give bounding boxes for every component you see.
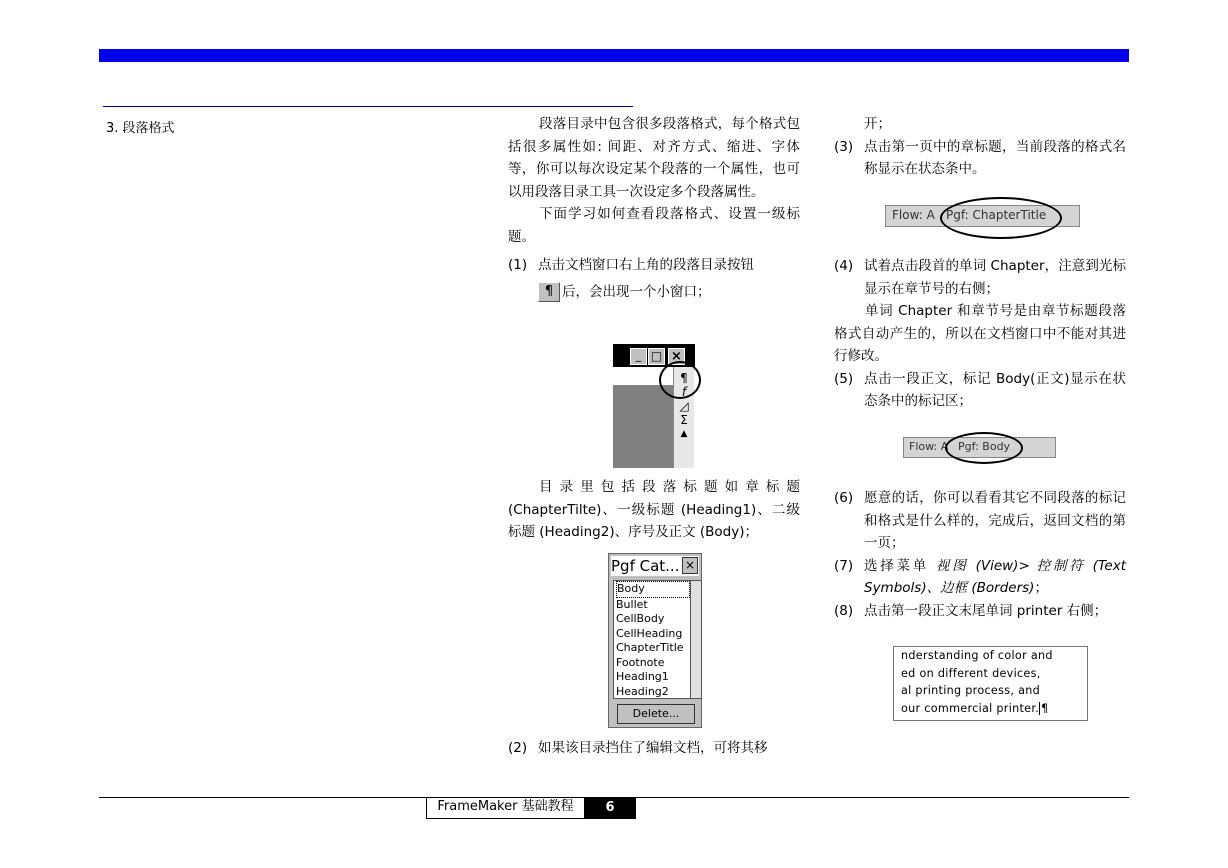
list-item: Heading1	[616, 670, 669, 683]
step-5	[834, 368, 1126, 413]
paragraph-catalog-button-icon: ¶	[538, 282, 560, 302]
step-text: 点击第一段正文末尾单词 printer 右侧；	[864, 602, 1108, 619]
sample-line-text: our commercial printer.	[901, 701, 1040, 715]
step-4	[834, 255, 1126, 300]
sample-line: al printing process, and	[901, 684, 1041, 697]
step-3	[834, 136, 1126, 181]
column-right	[834, 113, 1126, 181]
step-number: (8)	[834, 602, 854, 619]
step-text: 点击文档窗口右上角的段落目录按钮	[538, 257, 754, 273]
paragraph-catalog-dialog	[608, 553, 702, 728]
dialog-title: Pgf Cat...	[611, 556, 699, 576]
list-item: Bullet	[616, 597, 648, 611]
section-rule	[103, 106, 633, 107]
chapter-note-paragraph: 单词 Chapter 和章节号是由章节标题段落格式自动产生的，所以在文档窗口中不能对其进行修改。	[834, 303, 1126, 364]
delete-button: Delete...	[617, 704, 695, 724]
step-number: (5)	[834, 370, 854, 387]
character-icon: f	[681, 385, 687, 399]
column-right-lower	[834, 487, 1126, 622]
step-1	[508, 254, 800, 277]
pgf-label: Pgf: ChapterTitle	[946, 208, 1047, 222]
highlight-ellipse	[659, 361, 701, 399]
step-text-end: ；	[1034, 580, 1048, 596]
column-right-mid	[834, 255, 1126, 413]
catalog-paragraph: 目 录 里 包 括 段 落 标 题 如 章 标 题 (ChapterTilte)、一级标题 (Heading1)、二级标题 (Heading2)、序号及正文 (Body)；	[508, 479, 800, 540]
paragraph-icon: ¶	[680, 371, 688, 385]
catalog-list	[613, 580, 691, 699]
intro-paragraph: 段落目录中包含很多段落格式，每个格式包括很多属性如: 间距、对齐方式、缩进、字体等，你可以每次设定某个段落的一个属性，也可以用段落目录工具一次设定多个段落属性。	[508, 116, 800, 200]
minimize-icon: _	[630, 348, 647, 365]
step-text: 愿意的话，你可以看看其它不同段落的标记和格式是什么样的，完成后，返回文档的第一页；	[864, 490, 1126, 551]
menu-path: 视图 (View)> 控制符 (Text Symbols)、边框 (Borders)	[864, 557, 1127, 596]
pilcrow-icon: ¶	[1041, 701, 1049, 715]
list-item: Body	[616, 581, 690, 598]
sample-line	[901, 700, 1087, 718]
sample-line: nderstanding of color and	[901, 649, 1053, 662]
step-2	[508, 737, 800, 760]
list-scrollbar	[690, 580, 702, 699]
step-text: 点击一段正文，标记 Body(正文)显示在状态条中的标记区；	[864, 370, 1126, 409]
step-number: (7)	[834, 557, 854, 574]
column-middle-lower	[508, 476, 800, 544]
step-number: (6)	[834, 490, 854, 506]
howto-paragraph: 下面学习如何查看段落格式、设置一级标题。	[508, 206, 800, 245]
step-number: (3)	[834, 138, 854, 155]
step-7	[834, 555, 1126, 600]
list-item: CellHeading	[616, 626, 683, 640]
step-text: 后，会出现一个小窗口；	[562, 283, 711, 300]
highlight-ellipse	[940, 197, 1062, 239]
step-2-block	[508, 737, 800, 760]
close-icon: ×	[668, 348, 685, 365]
step-text: 选择菜单	[864, 557, 929, 574]
step-1-cont	[508, 281, 800, 304]
step-number: (1)	[508, 257, 528, 273]
step-8	[834, 600, 1126, 623]
step-2-cont: 开；	[864, 116, 891, 132]
section-title: 3. 段落格式	[106, 121, 175, 136]
step-text: 点击第一页中的章标题，当前段落的格式名称显示在状态条中。	[864, 138, 1126, 177]
pgf-label: Pgf: Body	[958, 440, 1011, 453]
graphics-icon: ◿	[679, 399, 689, 413]
printer-text-sample	[893, 646, 1088, 721]
highlight-ellipse	[945, 432, 1023, 464]
flow-label: Flow: A	[892, 208, 935, 222]
equation-icon: Σ	[680, 413, 688, 427]
step-text: 试着点击段首的单词 Chapter，注意到光标显示在章节号的右侧；	[864, 258, 1126, 297]
sample-line: ed on different devices,	[901, 666, 1041, 680]
list-item: ChapterTitle	[616, 641, 684, 654]
footer-label: FrameMaker 基础教程	[426, 797, 585, 819]
step-text: 如果该目录挡住了编辑文档，可将其移	[538, 740, 768, 756]
scroll-up-icon: ▲	[680, 429, 688, 439]
maximize-icon: □	[648, 348, 665, 365]
flow-label: Flow: A	[909, 440, 949, 453]
list-item: CellBody	[616, 612, 665, 625]
page-number: 6	[584, 797, 636, 819]
step-6	[834, 487, 1126, 555]
step-number: (2)	[508, 740, 528, 756]
list-item: Heading2	[616, 684, 669, 698]
list-item: Footnote	[616, 655, 665, 669]
close-icon: ×	[682, 557, 698, 574]
column-middle	[508, 113, 800, 303]
header-blue-bar	[99, 49, 1129, 62]
window-content	[613, 386, 673, 468]
step-number: (4)	[834, 258, 854, 274]
